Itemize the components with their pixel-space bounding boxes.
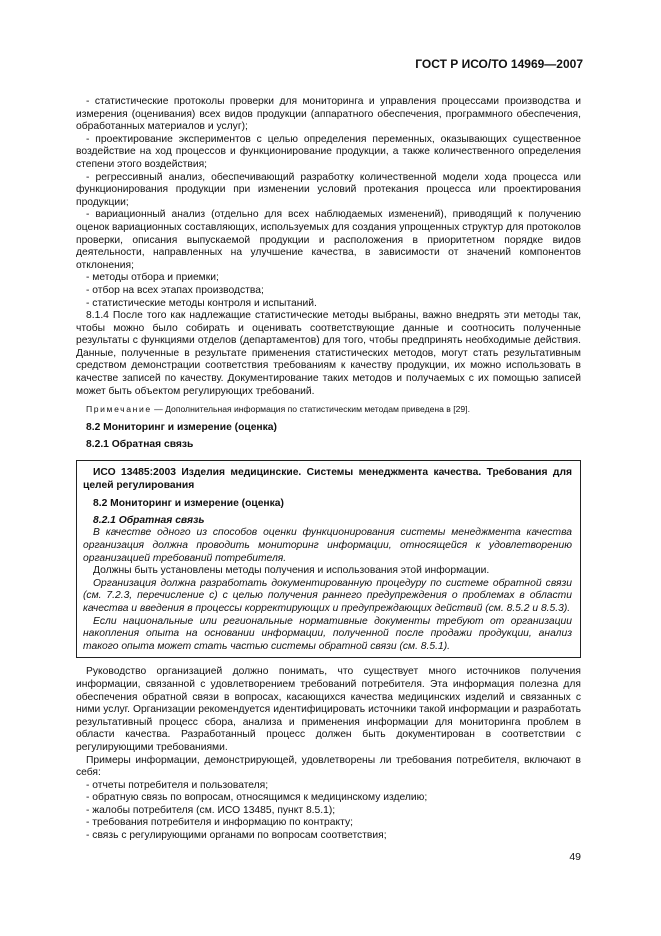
section-heading-8-2-1: 8.2.1 Обратная связь — [86, 439, 194, 451]
page-number: 49 — [569, 851, 581, 863]
list-item: - вариационный анализ (отдельно для всех наблюдаемых изменений), приводящий к получению оценок вариационных составляющих, используемых для создания упрощенных структур для протоколов проверки, описания выпускаемой продукции и расположения в приоритетном порядке видов деятельности, направленных на улучшение качества, в зависимости от значений компонентов отклонения; — [76, 209, 581, 271]
note — [76, 403, 581, 416]
list-item: - проектирование экспериментов с целью определения переменных, оказывающих существенное воздействие на ход процессов и функционирование продукции, а также количественного определения степени этого воздействия; — [76, 133, 581, 170]
list-item: - методы отбора и приемки; — [86, 272, 219, 284]
list-item: - отчеты потребителя и пользователя; — [86, 779, 269, 791]
page-content — [76, 96, 581, 843]
list-item: - связь с регулирующими органами по вопросам соответствия; — [86, 830, 387, 842]
list-item: - требования потребителя и информацию по контракту; — [86, 817, 353, 829]
quote-paragraph: Должны быть установлены методы получения и использования этой информации. — [93, 565, 490, 577]
list-item: - обратную связь по вопросам, относящимся к медицинскому изделию; — [86, 792, 428, 804]
list-item: - регрессивный анализ, обеспечивающий разработку количественной модели хода процесса или функционирования продукции при изменении условий протекания процесса или проектирования продукции; — [76, 171, 581, 208]
section-heading-8-2: 8.2 Мониторинг и измерение (оценка) — [86, 421, 277, 433]
list-item: - статистические протоколы проверки для мониторинга и управления процессами производства и измерения (оценивания) всех видов продукции (аппаратного обеспечения, программного обеспечения, обработанных материалов и услуг); — [76, 96, 581, 133]
iso-quote-box — [76, 460, 581, 658]
quote-heading-8-2-1: 8.2.1 Обратная связь — [93, 514, 205, 526]
paragraph: Руководство организацией должно понимать, что существует много источников получения информации, связанной с удовлетворением требований потребителя. Эта информация полезна для обеспечения обратной связи в вопросах, касающихся качества медицинских изделий и связанных с ними услуг. Организации рекомендуется идентифицировать источники такой информации и разработать результативный процесс сбора, анализа и применения информации для мониторинга проблем в области качества. Разработанный процесс должен быть документирован в соответствии с регулирующими требованиями. — [76, 666, 581, 753]
quote-paragraph: Если национальные или региональные нормативные документы требуют от организации накопления опыта на основании информации, полученной после продажи продукции, анализ такого опыта может стать частью системы обратной связи (см. 8.5.1). — [83, 615, 572, 652]
list-item: - отбор на всех этапах производства; — [86, 284, 264, 296]
list-item: - жалобы потребителя (см. ИСО 13485, пункт 8.5.1); — [86, 804, 336, 816]
paragraph-8-1-4: 8.1.4 После того как надлежащие статистические методы выбраны, важно внедрять эти методы так, чтобы можно было собирать и оценивать соответствующие данные и соотносить полученные результаты с функциями отделов (департаментов) для того, чтобы предпринять необходимые действия. Данные, полученные в результате применения статистических методов, могут стать результативным средством демонстрации соответствия требованиям к качеству продукции, их можно использовать в качестве записей по качеству. Документирование таких методов и получаемых с их помощью записей может быть объектом регулирующих требований. — [76, 310, 581, 397]
note-text: — Дополнительная информация по статистическим методам приведена в [29]. — [151, 404, 470, 415]
quote-paragraph: Организация должна разработать документированную процедуру по системе обратной связи (см. 7.2.3, перечисление с) с целью получения раннего предупреждения о проблемах в области качества и введения в процессы корректирующих и предупреждающих действий (см. 8.5.2 и 8.5.3). — [83, 577, 572, 614]
standard-code-header: ГОСТ Р ИСО/ТО 14969—2007 — [415, 57, 583, 71]
note-label: Примечание — [86, 404, 152, 415]
paragraph: Примеры информации, демонстрирующей, удовлетворены ли требования потребителя, включают в себя: — [76, 754, 581, 779]
quote-heading-8-2: 8.2 Мониторинг и измерение (оценка) — [93, 498, 284, 510]
quote-title: ИСО 13485:2003 Изделия медицинские. Системы менеджмента качества. Требования для целей регулирования — [83, 467, 572, 491]
quote-paragraph: В качестве одного из способов оценки функционирования системы менеджмента качества организация должна проводить мониторинг информации, относящейся к удовлетворению организацией требований потребителя. — [83, 527, 572, 564]
list-item: - статистические методы контроля и испытаний. — [86, 297, 317, 309]
